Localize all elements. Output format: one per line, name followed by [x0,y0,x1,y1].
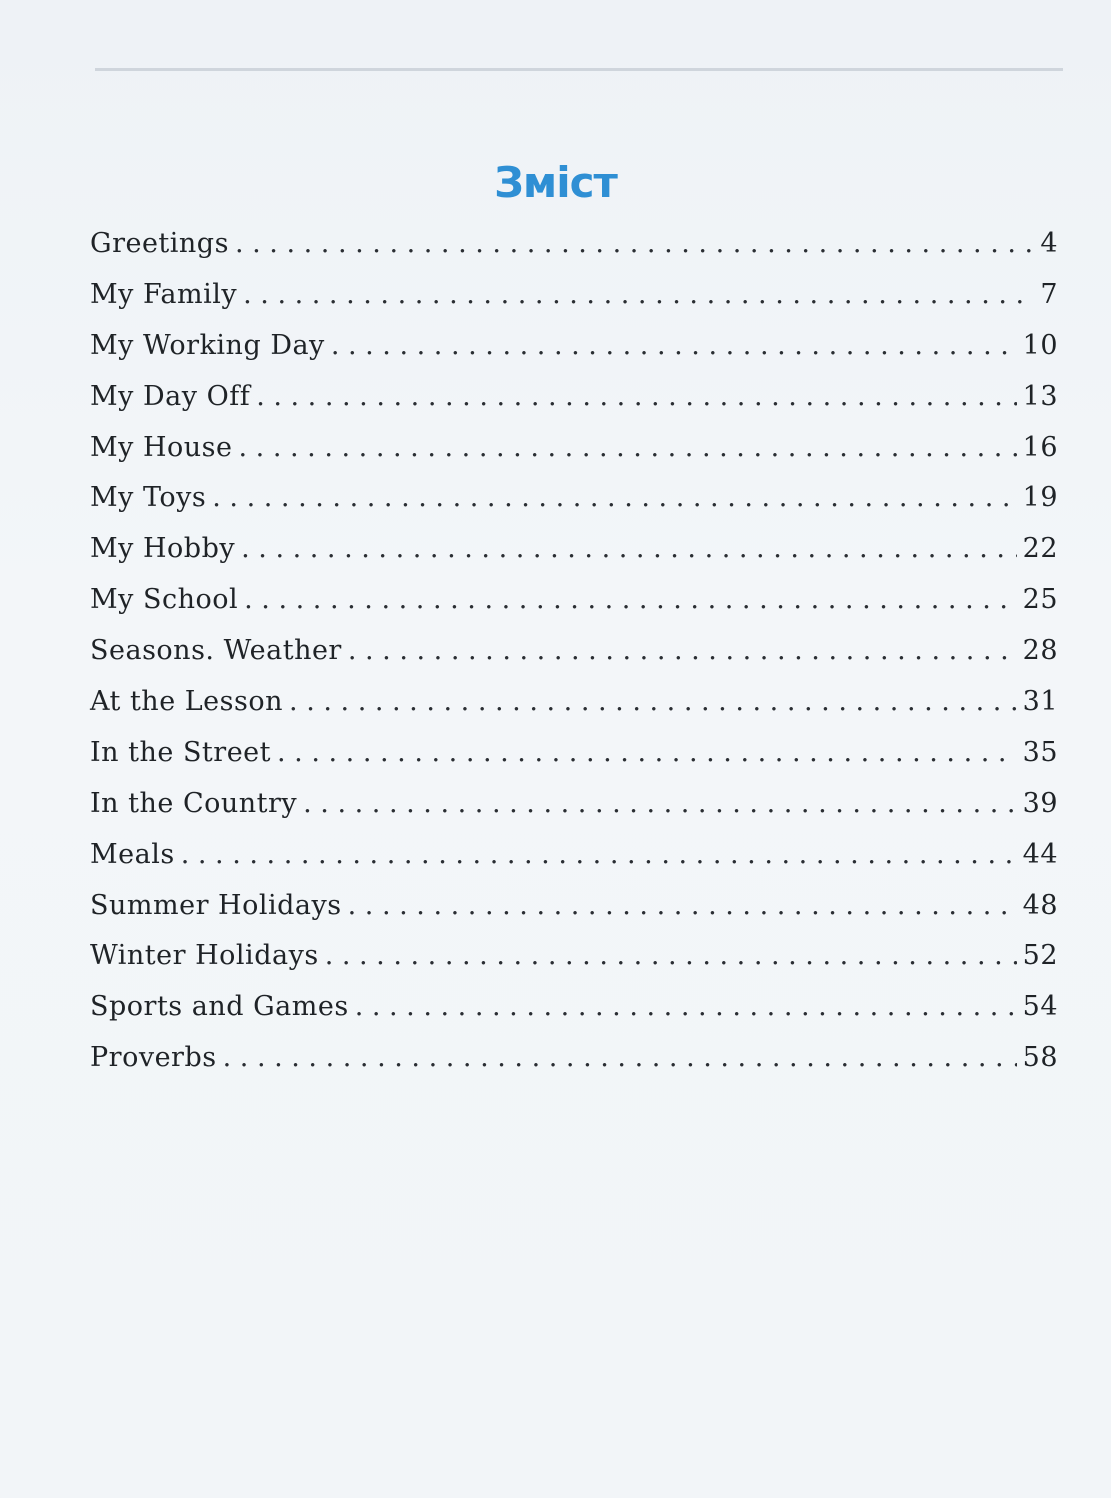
toc-entry[interactable] [90,686,1058,737]
toc-entry-label: My Hobby [90,533,236,565]
toc-entry[interactable] [90,228,1058,279]
toc-entry-page: 4 [1040,228,1058,259]
toc-entry[interactable] [90,737,1058,788]
toc-entry-page: 16 [1022,431,1058,463]
toc-entry[interactable] [90,991,1058,1042]
toc-leader-dots [244,584,1017,615]
toc-entry-label: At the Lesson [90,686,284,718]
toc-entry-page: 44 [1022,838,1058,870]
toc-entry[interactable] [90,381,1058,432]
toc-entry-page: 19 [1022,482,1058,514]
toc-entry-page: 54 [1022,991,1058,1023]
toc-entry-page: 35 [1022,736,1058,768]
toc-entry-page: 39 [1022,787,1058,819]
toc-entry-label: Greetings [90,228,229,259]
toc-entry-label: Sports and Games [90,991,349,1023]
toc-entry-label: My Toys [90,482,207,514]
toc-entry[interactable] [90,788,1058,839]
toc-entry[interactable] [90,839,1058,890]
toc-leader-dots [348,635,1017,666]
toc-entry-label: Seasons. Weather [90,635,342,667]
toc-entry-label: My House [90,431,233,463]
toc-leader-dots [181,839,1017,870]
toc-leader-dots [239,432,1017,463]
toc-entry-page: 48 [1022,889,1058,921]
toc-entry-label: My Family [90,278,238,310]
toc-leader-dots [325,940,1017,971]
toc-leader-dots [277,737,1017,768]
toc-leader-dots [303,788,1017,819]
toc-leader-dots [289,686,1017,717]
toc-entry-label: Meals [90,838,175,870]
toc-entry-page: 58 [1022,1042,1058,1074]
table-of-contents [90,228,1058,1093]
toc-entry-page: 31 [1022,686,1058,718]
toc-entry-label: Winter Holidays [90,940,319,972]
toc-entry-label: Summer Holidays [90,889,342,921]
toc-entry[interactable] [90,940,1058,991]
toc-entry[interactable] [90,279,1058,330]
toc-entry-label: In the Country [90,787,298,819]
toc-entry-page: 10 [1022,329,1058,361]
toc-entry-label: In the Street [90,736,271,768]
toc-entry-label: My Working Day [90,329,325,361]
toc-leader-dots [241,533,1017,564]
toc-leader-dots [212,482,1016,513]
toc-entry-page: 7 [1040,278,1058,310]
toc-entry[interactable] [90,533,1058,584]
toc-leader-dots [348,890,1017,921]
toc-entry-page: 52 [1022,940,1058,972]
toc-entry-page: 28 [1022,635,1058,667]
toc-leader-dots [355,991,1017,1022]
toc-entry[interactable] [90,890,1058,941]
page-title: Зміст [494,158,617,207]
toc-entry-page: 22 [1022,533,1058,565]
toc-entry-page: 25 [1022,584,1058,616]
toc-entry[interactable] [90,635,1058,686]
toc-entry[interactable] [90,432,1058,483]
toc-leader-dots [223,1042,1017,1073]
toc-entry-label: My School [90,584,239,616]
toc-entry[interactable] [90,584,1058,635]
toc-entry-label: My Day Off [90,380,251,412]
toc-entry-page: 13 [1022,380,1058,412]
toc-leader-dots [235,228,1034,259]
toc-entry[interactable] [90,330,1058,381]
toc-entry-label: Proverbs [90,1042,217,1074]
toc-leader-dots [243,279,1034,310]
top-divider [95,68,1063,71]
toc-leader-dots [256,381,1016,412]
toc-leader-dots [331,330,1017,361]
toc-entry[interactable] [90,1042,1058,1093]
toc-entry[interactable] [90,482,1058,533]
